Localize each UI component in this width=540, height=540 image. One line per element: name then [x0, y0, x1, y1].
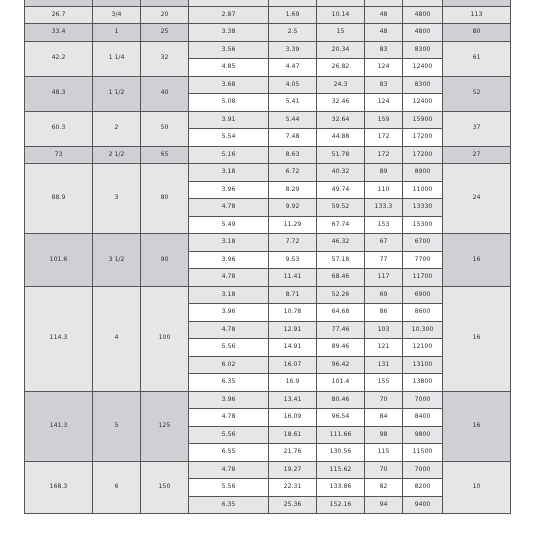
outer-diameter-cell: 48.3	[25, 76, 93, 111]
weight-per-length-cell: 77.46	[317, 321, 365, 339]
value-cell: 82	[365, 479, 403, 497]
weight-per-length-cell: 67.74	[317, 216, 365, 234]
outer-diameter-cell: 141.3	[25, 391, 93, 461]
outer-diameter-cell: 26.7	[25, 6, 93, 24]
value-cell: 77	[365, 251, 403, 269]
wall-thickness-cell: 5.49	[189, 216, 269, 234]
wall-thickness-cell: 3.96	[189, 391, 269, 409]
dn-cell: 32	[141, 41, 189, 76]
weight-per-length-cell: 152.16	[317, 496, 365, 514]
dn-cell: 65	[141, 146, 189, 164]
table-row	[25, 76, 511, 94]
last-column-cell: 16	[443, 234, 511, 287]
pressure-cell: 13100	[403, 356, 443, 374]
pressure-cell: 12100	[403, 339, 443, 357]
weight-per-length-cell: 80.46	[317, 391, 365, 409]
wall-thickness-cell: 5.56	[189, 426, 269, 444]
pressure-cell: 6700	[403, 234, 443, 252]
pressure-cell: 8400	[403, 409, 443, 427]
nominal-size-cell: 4	[93, 286, 141, 391]
wall-thickness-cell: 3.38	[189, 24, 269, 42]
weight-per-meter-cell: 8.29	[269, 181, 317, 199]
last-column-cell: 37	[443, 111, 511, 146]
pressure-cell: 7700	[403, 251, 443, 269]
value-cell: 86	[365, 304, 403, 322]
last-column-cell: 10	[443, 461, 511, 514]
nominal-size-cell: 3/4	[93, 6, 141, 24]
wall-thickness-cell: 6.02	[189, 356, 269, 374]
value-cell: 84	[365, 409, 403, 427]
last-column-cell: 80	[443, 24, 511, 42]
weight-per-meter-cell: 12.91	[269, 321, 317, 339]
weight-per-meter-cell: 2.5	[269, 24, 317, 42]
dn-cell: 100	[141, 286, 189, 391]
pressure-cell: 4800	[403, 6, 443, 24]
pressure-cell: 11700	[403, 269, 443, 287]
dn-cell: 50	[141, 111, 189, 146]
value-cell: 98	[365, 426, 403, 444]
weight-per-meter-cell: 16.07	[269, 356, 317, 374]
weight-per-length-cell: 57.18	[317, 251, 365, 269]
weight-per-length-cell: 40.32	[317, 164, 365, 182]
last-column-cell: 16	[443, 391, 511, 461]
pressure-cell: 12400	[403, 59, 443, 77]
wall-thickness-cell: 3.91	[189, 111, 269, 129]
weight-per-length-cell: 68.46	[317, 269, 365, 287]
pipe-specification-table	[24, 0, 511, 514]
value-cell: 133.3	[365, 199, 403, 217]
weight-per-length-cell: 115.62	[317, 461, 365, 479]
wall-thickness-cell: 6.55	[189, 444, 269, 462]
value-cell: 70	[365, 461, 403, 479]
pressure-cell: 8900	[403, 164, 443, 182]
value-cell: 172	[365, 129, 403, 147]
pressure-cell: 9400	[403, 496, 443, 514]
outer-diameter-cell: 60.3	[25, 111, 93, 146]
outer-diameter-cell: 42.2	[25, 41, 93, 76]
weight-per-meter-cell: 5.44	[269, 111, 317, 129]
weight-per-meter-cell: 7.72	[269, 234, 317, 252]
last-column-cell: 61	[443, 41, 511, 76]
outer-diameter-cell: 101.6	[25, 234, 93, 287]
wall-thickness-cell: 3.56	[189, 41, 269, 59]
pressure-cell: 15300	[403, 216, 443, 234]
dn-cell: 20	[141, 6, 189, 24]
nominal-size-cell: 3	[93, 164, 141, 234]
weight-per-length-cell: 96.54	[317, 409, 365, 427]
value-cell: 121	[365, 339, 403, 357]
table-row	[25, 111, 511, 129]
pressure-cell: 13800	[403, 374, 443, 392]
weight-per-meter-cell: 8.63	[269, 146, 317, 164]
table-row	[25, 41, 511, 59]
pressure-cell: 8300	[403, 76, 443, 94]
pressure-cell: 15900	[403, 111, 443, 129]
value-cell: 89	[365, 164, 403, 182]
weight-per-meter-cell: 13.41	[269, 391, 317, 409]
pressure-cell: 8200	[403, 479, 443, 497]
pressure-cell: 12400	[403, 94, 443, 112]
table-row	[25, 164, 511, 182]
weight-per-meter-cell: 6.72	[269, 164, 317, 182]
wall-thickness-cell: 6.35	[189, 374, 269, 392]
value-cell: 83	[365, 41, 403, 59]
value-cell: 124	[365, 59, 403, 77]
weight-per-length-cell: 52.26	[317, 286, 365, 304]
last-column-cell: 52	[443, 76, 511, 111]
last-column-cell: 24	[443, 164, 511, 234]
wall-thickness-cell: 3.68	[189, 76, 269, 94]
dn-cell: 25	[141, 24, 189, 42]
weight-per-length-cell: 51.78	[317, 146, 365, 164]
table-row	[25, 234, 511, 252]
value-cell: 153	[365, 216, 403, 234]
wall-thickness-cell: 5.08	[189, 94, 269, 112]
weight-per-length-cell: 133.86	[317, 479, 365, 497]
weight-per-meter-cell: 7.48	[269, 129, 317, 147]
nominal-size-cell: 1 1/4	[93, 41, 141, 76]
wall-thickness-cell: 3.18	[189, 286, 269, 304]
wall-thickness-cell: 3.96	[189, 181, 269, 199]
last-column-cell: 27	[443, 146, 511, 164]
pressure-cell: 7000	[403, 391, 443, 409]
weight-per-meter-cell: 11.41	[269, 269, 317, 287]
pressure-cell: 10.300	[403, 321, 443, 339]
table-row	[25, 286, 511, 304]
pressure-cell: 8600	[403, 304, 443, 322]
wall-thickness-cell: 4.78	[189, 321, 269, 339]
pressure-cell: 7000	[403, 461, 443, 479]
weight-per-length-cell: 64.68	[317, 304, 365, 322]
wall-thickness-cell: 5.56	[189, 479, 269, 497]
weight-per-meter-cell: 5.41	[269, 94, 317, 112]
table-row	[25, 146, 511, 164]
value-cell: 117	[365, 269, 403, 287]
wall-thickness-cell: 5.54	[189, 129, 269, 147]
weight-per-length-cell: 44.88	[317, 129, 365, 147]
value-cell: 48	[365, 6, 403, 24]
table-row	[25, 391, 511, 409]
value-cell: 159	[365, 111, 403, 129]
value-cell: 110	[365, 181, 403, 199]
wall-thickness-cell: 3.96	[189, 304, 269, 322]
pressure-cell: 6900	[403, 286, 443, 304]
table-row	[25, 6, 511, 24]
wall-thickness-cell: 3.18	[189, 164, 269, 182]
nominal-size-cell: 1 1/2	[93, 76, 141, 111]
nominal-size-cell: 3 1/2	[93, 234, 141, 287]
weight-per-meter-cell: 1.69	[269, 6, 317, 24]
weight-per-meter-cell: 14.91	[269, 339, 317, 357]
last-column-cell: 113	[443, 6, 511, 24]
weight-per-length-cell: 89.46	[317, 339, 365, 357]
pressure-cell: 9800	[403, 426, 443, 444]
pressure-cell: 11000	[403, 181, 443, 199]
weight-per-length-cell: 32.64	[317, 111, 365, 129]
value-cell: 115	[365, 444, 403, 462]
wall-thickness-cell: 4.78	[189, 199, 269, 217]
table-row	[25, 24, 511, 42]
outer-diameter-cell: 88.9	[25, 164, 93, 234]
weight-per-length-cell: 10.14	[317, 6, 365, 24]
weight-per-meter-cell: 16.09	[269, 409, 317, 427]
weight-per-meter-cell: 21.76	[269, 444, 317, 462]
weight-per-length-cell: 32.46	[317, 94, 365, 112]
nominal-size-cell: 2	[93, 111, 141, 146]
wall-thickness-cell: 3.18	[189, 234, 269, 252]
weight-per-length-cell: 96.42	[317, 356, 365, 374]
weight-per-meter-cell: 9.53	[269, 251, 317, 269]
outer-diameter-cell: 33.4	[25, 24, 93, 42]
value-cell: 48	[365, 24, 403, 42]
value-cell: 131	[365, 356, 403, 374]
value-cell: 155	[365, 374, 403, 392]
weight-per-length-cell: 26.82	[317, 59, 365, 77]
dn-cell: 125	[141, 391, 189, 461]
weight-per-meter-cell: 4.47	[269, 59, 317, 77]
wall-thickness-cell: 2.87	[189, 6, 269, 24]
dn-cell: 40	[141, 76, 189, 111]
value-cell: 70	[365, 391, 403, 409]
wall-thickness-cell: 4.85	[189, 59, 269, 77]
value-cell: 172	[365, 146, 403, 164]
value-cell: 67	[365, 234, 403, 252]
pressure-cell: 11500	[403, 444, 443, 462]
outer-diameter-cell: 168.3	[25, 461, 93, 514]
weight-per-meter-cell: 25.36	[269, 496, 317, 514]
wall-thickness-cell: 5.16	[189, 146, 269, 164]
dn-cell: 90	[141, 234, 189, 287]
nominal-size-cell: 5	[93, 391, 141, 461]
nominal-size-cell: 1	[93, 24, 141, 42]
wall-thickness-cell: 3.96	[189, 251, 269, 269]
value-cell: 69	[365, 286, 403, 304]
wall-thickness-cell: 6.35	[189, 496, 269, 514]
weight-per-meter-cell: 8.71	[269, 286, 317, 304]
wall-thickness-cell: 5.56	[189, 339, 269, 357]
weight-per-length-cell: 46.32	[317, 234, 365, 252]
dn-cell: 80	[141, 164, 189, 234]
weight-per-length-cell: 101.4	[317, 374, 365, 392]
table-row	[25, 461, 511, 479]
last-column-cell: 16	[443, 286, 511, 391]
wall-thickness-cell: 4.78	[189, 461, 269, 479]
weight-per-meter-cell: 10.78	[269, 304, 317, 322]
outer-diameter-cell: 114.3	[25, 286, 93, 391]
pressure-cell: 17200	[403, 129, 443, 147]
weight-per-meter-cell: 18.61	[269, 426, 317, 444]
weight-per-meter-cell: 3.39	[269, 41, 317, 59]
weight-per-length-cell: 111.66	[317, 426, 365, 444]
wall-thickness-cell: 4.78	[189, 269, 269, 287]
weight-per-length-cell: 15	[317, 24, 365, 42]
value-cell: 103	[365, 321, 403, 339]
outer-diameter-cell: 73	[25, 146, 93, 164]
weight-per-meter-cell: 16.9	[269, 374, 317, 392]
pressure-cell: 13330	[403, 199, 443, 217]
weight-per-length-cell: 130.56	[317, 444, 365, 462]
weight-per-length-cell: 20.34	[317, 41, 365, 59]
weight-per-meter-cell: 9.92	[269, 199, 317, 217]
value-cell: 124	[365, 94, 403, 112]
pressure-cell: 4800	[403, 24, 443, 42]
weight-per-length-cell: 24.3	[317, 76, 365, 94]
wall-thickness-cell: 4.78	[189, 409, 269, 427]
weight-per-meter-cell: 11.29	[269, 216, 317, 234]
weight-per-meter-cell: 19.27	[269, 461, 317, 479]
weight-per-meter-cell: 4.05	[269, 76, 317, 94]
weight-per-meter-cell: 22.31	[269, 479, 317, 497]
weight-per-length-cell: 59.52	[317, 199, 365, 217]
pressure-cell: 17200	[403, 146, 443, 164]
pressure-cell: 8300	[403, 41, 443, 59]
value-cell: 83	[365, 76, 403, 94]
nominal-size-cell: 2 1/2	[93, 146, 141, 164]
dn-cell: 150	[141, 461, 189, 514]
nominal-size-cell: 6	[93, 461, 141, 514]
value-cell: 94	[365, 496, 403, 514]
weight-per-length-cell: 49.74	[317, 181, 365, 199]
